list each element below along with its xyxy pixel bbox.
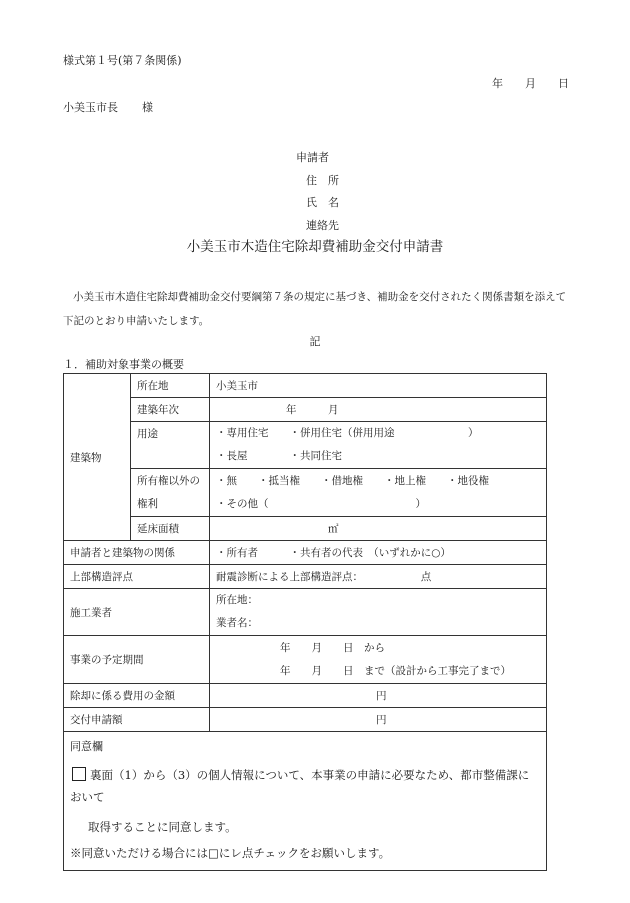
built-year-value: 年 月 [286,404,339,416]
contractor-address-label: 所在地： [216,594,258,606]
relation-value[interactable]: ・所有者 ・共有者の代表 （いずれかに○） [210,541,547,565]
consent-cell [64,732,547,871]
rights-line-2: ・その他（ ） [216,497,426,510]
use-line-1: ・専用住宅 ・併用住宅（併用用途 ） [216,427,479,439]
cost-unit: 円 [376,690,387,702]
contractor-label: 施工業者 [64,589,210,636]
request-label: 交付申請額 [64,708,210,732]
addressee-name: 小美玉市長 [63,101,118,114]
applicant-block [296,147,339,237]
cost-field[interactable] [210,684,547,708]
floor-area-unit: ㎡ [328,523,339,535]
applicant-contact-label: 連絡先 [306,218,339,232]
consent-statement [70,764,540,808]
body-text: 小美玉市木造住宅除却費補助金交付要綱第７条の規定に基づき、補助金を交付されたく関係書類を添えて下記のとおり申請いたします。 [63,291,567,327]
floor-area-field[interactable] [210,517,547,541]
structure-label: 上部構造評点 [64,565,210,589]
applicant-heading: 申請者 [296,151,329,164]
date-year: 年 [492,77,503,90]
ki-heading: 記 [309,335,321,348]
period-label: 事業の予定期間 [64,636,210,684]
period-end: 年 月 日 まで（設計から工事完了まで） [280,664,511,677]
use-line-2: ・長屋 ・共同住宅 [216,450,342,462]
applicant-address-label: 住 所 [306,173,339,187]
building-cell: 建築物 [64,374,131,541]
period-start: 年 月 日 から [280,641,385,654]
form-number: 様式第１号(第７条関係) [63,54,182,67]
consent-heading: 同意欄 [70,740,103,753]
floor-area-label: 延床面積 [131,517,210,541]
section-heading: １．補助対象事業の概要 [63,358,184,371]
relation-label: 申請者と建築物の関係 [64,541,210,565]
rights-label [131,469,210,517]
built-year-label: 建築年次 [131,398,210,422]
consent-note: ※同意いただける場合には□にレ点チェックをお願いします。 [70,846,391,860]
location-value[interactable]: 小美玉市 [210,374,547,398]
use-field[interactable] [210,422,547,469]
date-month: 月 [525,77,536,90]
structure-value[interactable]: 耐震診断による上部構造評点： 点 [210,565,547,589]
rights-field[interactable] [210,469,547,517]
rights-line-1: ・無 ・抵当権 ・借地権 ・地上権 ・地役権 [216,474,489,487]
request-unit: 円 [376,714,387,726]
request-field[interactable] [210,708,547,732]
addressee-honorific: 様 [142,101,153,114]
rights-label-1: 所有権以外の [137,474,200,487]
contractor-field[interactable] [210,589,547,636]
document-title: 小美玉市木造住宅除却費補助金交付申請書 [186,239,444,255]
built-year-field[interactable] [210,398,547,422]
addressee [63,99,153,115]
use-label: 用途 [131,422,210,469]
date-day: 日 [558,77,569,90]
applicant-name-label: 氏 名 [306,196,339,209]
consent-line-1: 裏面（1）から（3）の個人情報について、本事業の申請に必要なため、都市整備課において [70,768,530,804]
period-field[interactable] [210,636,547,684]
project-summary-table [63,373,547,871]
cost-label: 除却に係る費用の金額 [64,684,210,708]
consent-checkbox[interactable] [72,767,86,781]
contractor-name-label: 業者名： [216,617,258,629]
date-line [492,75,569,91]
location-label: 所在地 [131,374,210,398]
consent-line-2: 取得することに同意します。 [88,820,237,834]
rights-label-2: 権利 [137,497,158,510]
